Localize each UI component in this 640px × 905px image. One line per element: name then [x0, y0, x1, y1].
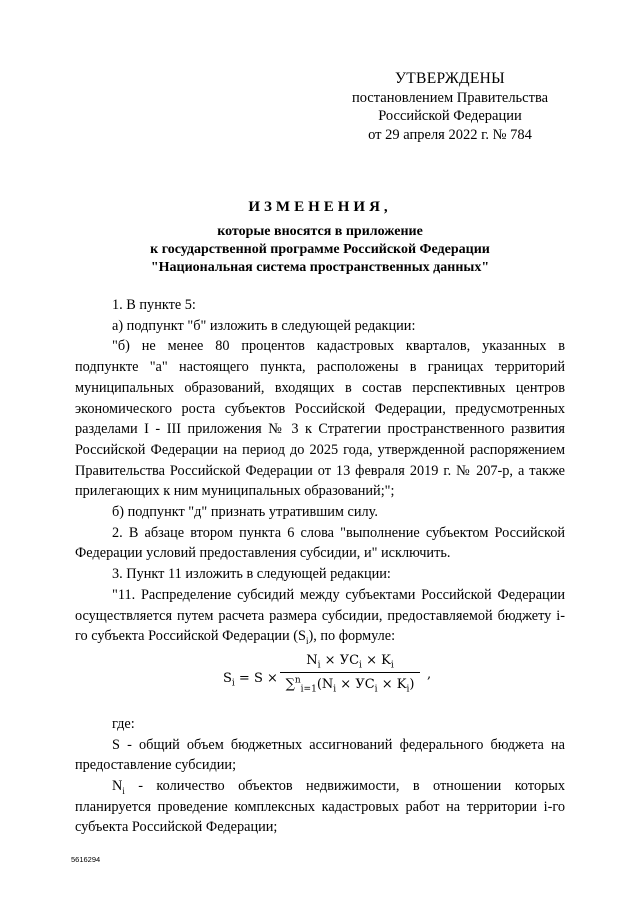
paragraph-1: 1. В пункте 5:	[112, 297, 196, 313]
formula-lhs	[223, 669, 278, 690]
paragraph-2: а) подпункт "б" изложить в следующей редакции:	[112, 317, 416, 334]
approval-line-1: постановлением Правительства	[351, 89, 549, 106]
paragraph-3: "б) не менее 80 процентов кадастровых кварталов, указанных в подпункте "а" настоящего пункта, расположены в границах территорий муниципальных образований, входящих в состав перспективных центров экономического роста субъектов Российской Федерации, предусмотренных разделами I - III приложения № 3 к Стратегии пространственного развития Российской Федерации на период до 2025 года, утвержденной распоряжением Правительства Российской Федерации от 13 февраля 2019 г. № 207-р, а также прилегающих к ним муниципальных образований;";	[75, 338, 565, 500]
num-k: × K	[361, 652, 391, 668]
document-title: ИЗМЕНЕНИЯ,	[248, 199, 392, 215]
den-us: × УС	[336, 676, 375, 692]
paragraph-7-end: ), по формуле:	[308, 628, 396, 645]
subtitle-line-3: "Национальная система пространственных данных"	[150, 260, 490, 275]
num-n: N	[306, 652, 318, 668]
num-sub-2: i	[359, 660, 362, 671]
paragraph-9-subscript: i	[122, 785, 125, 796]
den-k: × K	[377, 676, 407, 692]
den-sub: i=1	[300, 684, 317, 695]
document-subtitle	[60, 223, 580, 277]
fraction-bar	[280, 672, 420, 673]
approval-line-2: Российской Федерации	[378, 108, 522, 124]
paragraph-9-text: - количество объектов недвижимости, в отношении которых планируется проведение комплексных кадастровых работ на территории i-го субъекта Российской Федерации;	[75, 778, 565, 836]
formula-denominator	[280, 675, 420, 695]
formula-fraction	[280, 651, 420, 695]
paragraph-9	[75, 776, 565, 838]
subtitle-line-2: к государственной программе Российской Федерации	[150, 242, 490, 257]
formula-numerator	[280, 651, 420, 671]
paragraph-6: 3. Пункт 11 изложить в следующей редакции:	[112, 566, 391, 583]
paragraph-4: б) подпункт "д" признать утратившим силу.	[112, 504, 378, 521]
paragraph-7	[75, 585, 565, 647]
den-open: (N	[316, 676, 334, 692]
den-sub-c: i	[406, 684, 410, 695]
paragraph-7-text: "11. Распределение субсидий между субъектами Российской Федерации осуществляется путем расчета размера субсидии, предоставляемой бюджету i-го субъекта Российской Федерации (S	[75, 586, 565, 645]
paragraph-5: 2. В абзаце втором пункта 6 слова "выполнение субъектом Российской Федерации условий предоставления субсидии, и" исключить.	[75, 524, 565, 562]
where-label: где:	[112, 715, 135, 732]
footer-document-code: 5616294	[71, 855, 101, 864]
den-sup: n	[294, 675, 301, 686]
num-us: × УС	[320, 652, 360, 668]
subtitle-line-1: которые вносятся в приложение	[217, 224, 423, 239]
den-close: )	[409, 676, 415, 692]
paragraph-9-symbol: N	[112, 778, 123, 795]
den-sub-a: i	[333, 684, 337, 695]
num-sub-1: i	[317, 660, 321, 671]
formula-comma: ,	[427, 666, 432, 682]
formula-lhs-s: S	[223, 670, 232, 686]
den-sum: ∑	[285, 676, 295, 692]
approval-heading: УТВЕРЖДЕНЫ	[395, 70, 505, 87]
num-sub-3: i	[390, 660, 394, 671]
paragraph-7-subscript: i	[305, 636, 309, 647]
formula-lhs-rest: = S ×	[234, 670, 278, 686]
approval-line-3: от 29 апреля 2022 г. № 784	[368, 126, 532, 143]
document-body	[75, 295, 565, 838]
paragraph-8: S - общий объем бюджетных ассигнований федерального бюджета на предоставление субсидии;	[75, 736, 565, 774]
den-sub-b: i	[374, 684, 378, 695]
formula-lhs-sub: i	[231, 678, 235, 689]
approval-block	[330, 70, 570, 144]
subsidy-formula	[75, 651, 565, 708]
